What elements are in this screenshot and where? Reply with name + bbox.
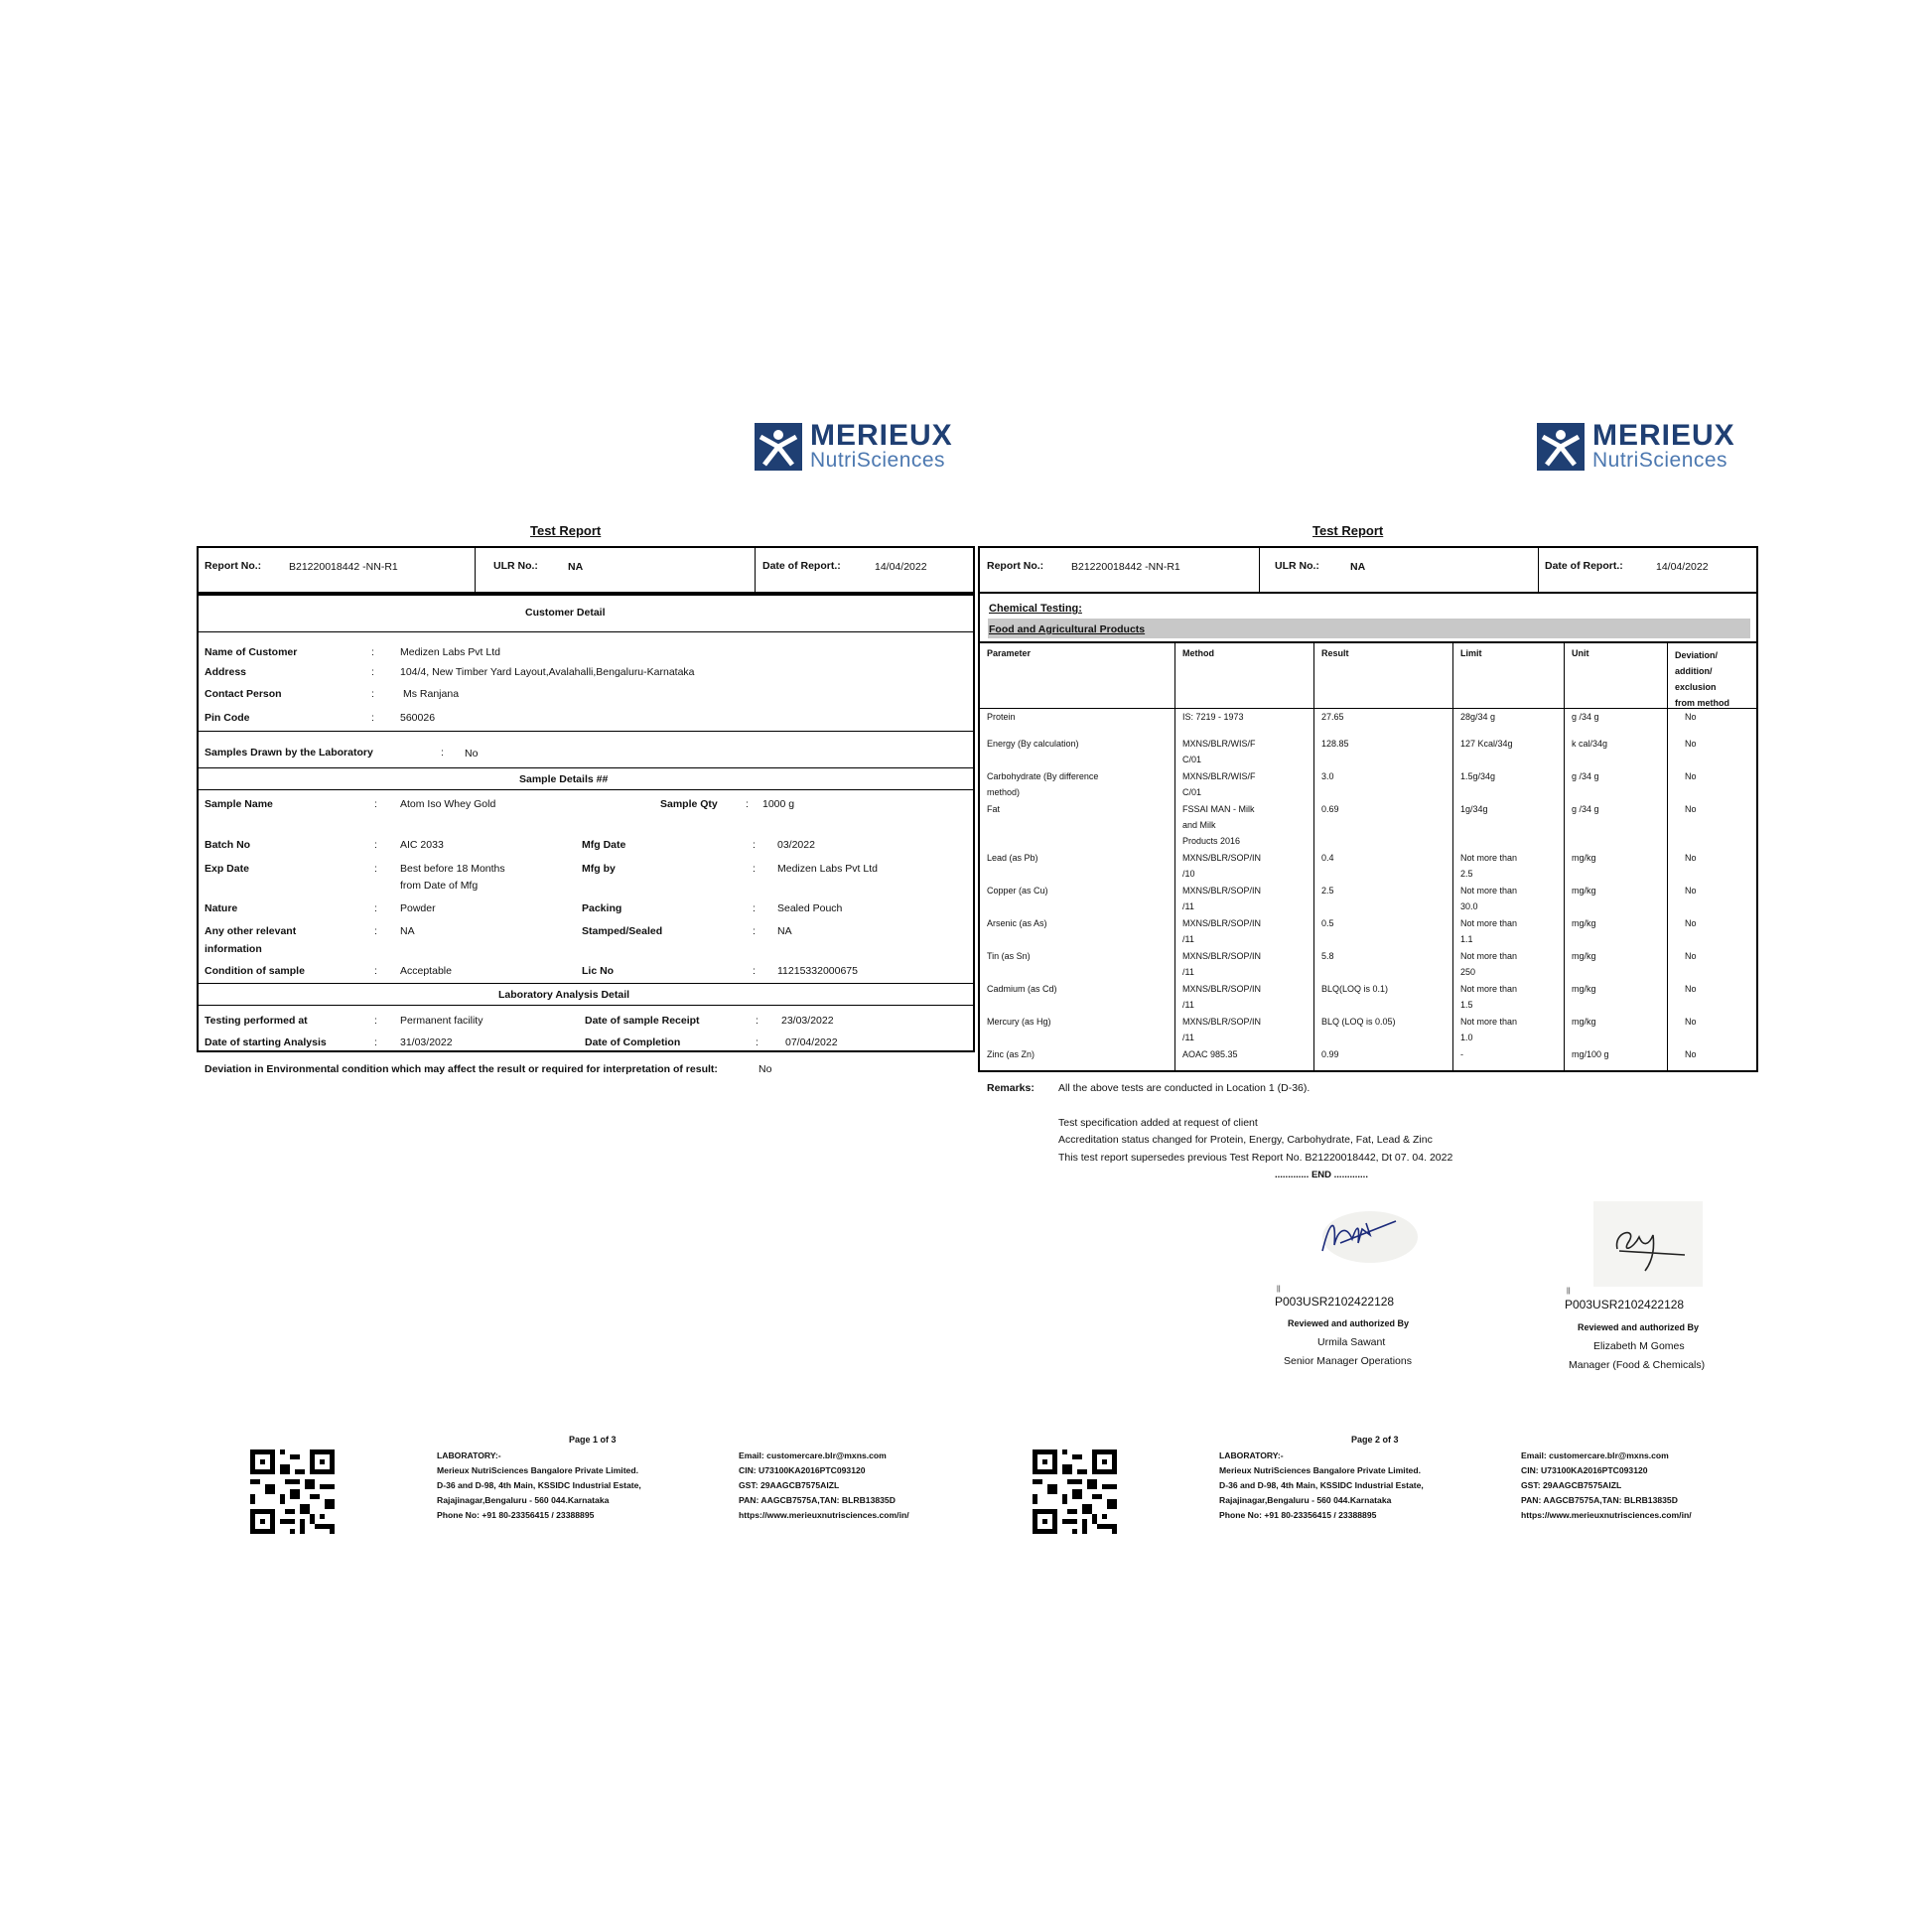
cell-method: and Milk <box>1182 820 1216 830</box>
cell-method: MXNS/BLR/SOP/IN <box>1182 951 1262 961</box>
sample-details-title: Sample Details ## <box>519 773 609 785</box>
stamped: NA <box>777 925 792 937</box>
cell-result: 0.4 <box>1321 853 1334 863</box>
remark-line: All the above tests are conducted in Location 1 (D-36). <box>1058 1082 1311 1094</box>
signature-urmila-icon <box>1301 1199 1420 1269</box>
colon: : <box>374 839 377 851</box>
signer-role: Senior Manager Operations <box>1284 1355 1412 1367</box>
cell-unit: g /34 g <box>1572 804 1599 814</box>
deviation-label: Deviation in Environmental condition which may affect the result or required for interpretation of result: <box>205 1063 718 1075</box>
cell-method: C/01 <box>1182 787 1202 797</box>
colon: : <box>441 747 444 759</box>
cell-dev: No <box>1685 918 1697 928</box>
mfg-date: 03/2022 <box>777 839 815 851</box>
testing-label: Testing performed at <box>205 1015 308 1027</box>
exp-date-label: Exp Date <box>205 863 249 875</box>
cell-limit: 250 <box>1460 967 1476 977</box>
cell-method: MXNS/BLR/SOP/IN <box>1182 886 1262 896</box>
colon: : <box>374 863 377 875</box>
cell-unit: mg/kg <box>1572 984 1596 994</box>
cell-param: Mercury (as Hg) <box>987 1017 1051 1027</box>
qr-code-icon <box>1033 1449 1117 1534</box>
signer-name: Urmila Sawant <box>1317 1336 1386 1348</box>
colon: : <box>753 839 756 851</box>
cell-limit: 28g/34 g <box>1460 712 1496 722</box>
samples-drawn-label: Samples Drawn by the Laboratory <box>205 747 373 759</box>
brand-name: MERIEUX <box>810 419 953 452</box>
other-info-label: Any other relevant <box>205 925 297 937</box>
results-table <box>978 641 1758 1072</box>
start-date: 31/03/2022 <box>400 1036 453 1048</box>
samples-drawn-value: No <box>465 748 479 759</box>
cell-unit: g /34 g <box>1572 771 1599 781</box>
completion-date: 07/04/2022 <box>785 1036 838 1048</box>
colon: : <box>374 1015 377 1027</box>
colon: : <box>753 965 756 977</box>
cell-method: Products 2016 <box>1182 836 1241 846</box>
cell-param: Energy (By calculation) <box>987 739 1079 749</box>
start-label: Date of starting Analysis <box>205 1036 327 1048</box>
cell-limit: Not more than <box>1460 918 1518 928</box>
chem-testing-title: Chemical Testing: <box>989 603 1082 615</box>
cell-result: 128.85 <box>1321 739 1349 749</box>
deviation-value: No <box>759 1063 772 1075</box>
date-label: Date of Report.: <box>1545 560 1623 572</box>
cell-limit: 1.0 <box>1460 1033 1473 1042</box>
sample-qty-label: Sample Qty <box>660 798 718 810</box>
brand-sub: NutriSciences <box>810 449 946 472</box>
colon: : <box>753 902 756 914</box>
cell-result: 3.0 <box>1321 771 1334 781</box>
signer-role: Manager (Food & Chemicals) <box>1569 1359 1706 1371</box>
colon: : <box>374 925 377 937</box>
cell-method: MXNS/BLR/WIS/F <box>1182 739 1256 749</box>
ulr-value: NA <box>568 561 584 573</box>
cell-method: /11 <box>1182 967 1194 977</box>
lab-analysis-title: Laboratory Analysis Detail <box>498 989 630 1001</box>
page-number: Page 2 of 3 <box>1351 1435 1399 1445</box>
cell-method: MXNS/BLR/SOP/IN <box>1182 984 1262 994</box>
cell-result: 0.5 <box>1321 918 1334 928</box>
mfg-by-label: Mfg by <box>582 863 616 875</box>
footer-lab-info: LABORATORY:- Merieux NutriSciences Bangalore Private Limited. D-36 and D-98, 4th Main, KSSIDC Industrial Estate, Rajajinagar,Bengaluru - 560 044.Karnataka Phone No: +91 80-23356415 / 23388895 <box>437 1450 641 1520</box>
condition-label: Condition of sample <box>205 965 305 977</box>
cell-result: 0.99 <box>1321 1049 1339 1059</box>
exp-date-line2: from Date of Mfg <box>400 880 479 892</box>
customer-address: 104/4, New Timber Yard Layout,Avalahalli,Bengaluru-Karnataka <box>400 666 695 678</box>
remarks-label: Remarks: <box>987 1082 1035 1094</box>
signer-code: P003USR2102422128 <box>1565 1298 1685 1311</box>
remark-line: This test report supersedes previous Test Report No. B21220018442, Dt 07. 04. 2022 <box>1058 1152 1453 1164</box>
cell-param: Cadmium (as Cd) <box>987 984 1057 994</box>
cell-method: MXNS/BLR/SOP/IN <box>1182 1017 1262 1027</box>
colon: : <box>374 1036 377 1048</box>
cell-dev: No <box>1685 804 1697 814</box>
cell-method: /11 <box>1182 934 1194 944</box>
cell-method: C/01 <box>1182 755 1202 764</box>
page-number: Page 1 of 3 <box>569 1435 617 1445</box>
page2-title: Test Report <box>1312 523 1384 538</box>
cell-unit: mg/kg <box>1572 951 1596 961</box>
cell-unit: mg/100 g <box>1572 1049 1609 1059</box>
customer-label: Contact Person <box>205 688 282 700</box>
cell-unit: g /34 g <box>1572 712 1599 722</box>
cell-dev: No <box>1685 984 1697 994</box>
brand-mark-icon <box>1537 423 1585 471</box>
completion-label: Date of Completion <box>585 1036 681 1048</box>
col-limit: Limit <box>1460 648 1482 658</box>
signer-name: Elizabeth M Gomes <box>1593 1340 1685 1352</box>
category-label: Food and Agricultural Products <box>989 623 1146 635</box>
testing-place: Permanent facility <box>400 1015 483 1027</box>
cell-limit: 1.5g/34g <box>1460 771 1496 781</box>
cell-limit: 1g/34g <box>1460 804 1488 814</box>
cell-method: MXNS/BLR/SOP/IN <box>1182 853 1262 863</box>
customer-pin: 560026 <box>400 712 436 724</box>
nature: Powder <box>400 902 436 914</box>
cell-limit: 1.5 <box>1460 1000 1473 1010</box>
stamped-label: Stamped/Sealed <box>582 925 663 937</box>
cell-dev: No <box>1685 853 1697 863</box>
colon: : <box>753 863 756 875</box>
ulr-label: ULR No.: <box>493 560 538 572</box>
cell-limit: 1.1 <box>1460 934 1473 944</box>
customer-label: Pin Code <box>205 712 250 724</box>
customer-detail-title: Customer Detail <box>525 607 606 619</box>
colon: : <box>374 798 377 810</box>
cell-param: Tin (as Sn) <box>987 951 1031 961</box>
cell-param: Arsenic (as As) <box>987 918 1047 928</box>
cell-result: 27.65 <box>1321 712 1344 722</box>
colon: : <box>746 798 749 810</box>
colon: : <box>756 1015 759 1027</box>
cell-limit: Not more than <box>1460 853 1518 863</box>
signer-reviewed: Reviewed and authorized By <box>1578 1322 1700 1332</box>
mfg-by: Medizen Labs Pvt Ltd <box>777 863 878 875</box>
cell-dev: No <box>1685 1017 1697 1027</box>
cell-method: IS: 7219 - 1973 <box>1182 712 1244 722</box>
cell-unit: k cal/34g <box>1572 739 1608 749</box>
cell-param: method) <box>987 787 1021 797</box>
batch-label: Batch No <box>205 839 251 851</box>
cell-param: Copper (as Cu) <box>987 886 1048 896</box>
receipt-label: Date of sample Receipt <box>585 1015 700 1027</box>
cell-dev: No <box>1685 712 1697 722</box>
cell-param: Fat <box>987 804 1001 814</box>
col-unit: Unit <box>1572 648 1589 658</box>
cell-limit: 127 Kcal/34g <box>1460 739 1513 749</box>
col-deviation: Deviation/ addition/ exclusion from method <box>1675 650 1729 708</box>
cell-unit: mg/kg <box>1572 853 1596 863</box>
cell-method: /11 <box>1182 1000 1194 1010</box>
cell-param: Protein <box>987 712 1016 722</box>
batch-no: AIC 2033 <box>400 839 444 851</box>
signer-code: P003USR2102422128 <box>1275 1295 1395 1309</box>
signature-elizabeth-icon <box>1593 1201 1703 1287</box>
cell-limit: Not more than <box>1460 886 1518 896</box>
lic-no: 11215332000675 <box>777 965 858 977</box>
cell-method: /11 <box>1182 901 1194 911</box>
col-parameter: Parameter <box>987 648 1032 658</box>
colon: : <box>371 688 374 700</box>
cell-param: Carbohydrate (By difference <box>987 771 1099 781</box>
col-method: Method <box>1182 648 1214 658</box>
condition: Acceptable <box>400 965 452 977</box>
cell-limit: - <box>1460 1049 1463 1059</box>
brand-mark-icon <box>755 423 802 471</box>
report-no: B21220018442 -NN-R1 <box>289 561 398 573</box>
cell-limit: Not more than <box>1460 984 1518 994</box>
brand-logo-page2 <box>1537 421 1765 473</box>
customer-contact: Ms Ranjana <box>403 688 460 700</box>
lic-label: Lic No <box>582 965 615 977</box>
cell-result: 0.69 <box>1321 804 1339 814</box>
cell-param: Lead (as Pb) <box>987 853 1038 863</box>
remark-line: Test specification added at request of client <box>1058 1117 1258 1129</box>
cell-result: 2.5 <box>1321 886 1334 896</box>
packing: Sealed Pouch <box>777 902 843 914</box>
end-marker: ............. END ............. <box>1275 1170 1368 1180</box>
ulr-value: NA <box>1350 561 1366 573</box>
signer-reviewed: Reviewed and authorized By <box>1288 1318 1410 1328</box>
colon: : <box>756 1036 759 1048</box>
colon: : <box>371 712 374 724</box>
colon: : <box>374 965 377 977</box>
cell-dev: No <box>1685 886 1697 896</box>
date-label: Date of Report.: <box>762 560 841 572</box>
colon: : <box>371 666 374 678</box>
cell-method: AOAC 985.35 <box>1182 1049 1238 1059</box>
qr-code-icon <box>250 1449 335 1534</box>
cell-result: 5.8 <box>1321 951 1334 961</box>
cell-dev: No <box>1685 951 1697 961</box>
cell-unit: mg/kg <box>1572 886 1596 896</box>
sample-qty: 1000 g <box>762 798 795 810</box>
remark-line: Accreditation status changed for Protein, Energy, Carbohydrate, Fat, Lead & Zinc <box>1058 1134 1433 1146</box>
report-no: B21220018442 -NN-R1 <box>1071 561 1180 573</box>
footer-contact-info: Email: customercare.blr@mxns.com CIN: U73100KA2016PTC093120 GST: 29AAGCB7575AIZL PAN: AAGCB7575A,TAN: BLRB13835D https://www.merieuxnutrisciences.com/in/ <box>739 1450 909 1520</box>
cell-method: FSSAI MAN - Milk <box>1182 804 1255 814</box>
packing-label: Packing <box>582 902 622 914</box>
brand-sub: NutriSciences <box>1592 449 1728 472</box>
footer-lab-info: LABORATORY:- Merieux NutriSciences Bangalore Private Limited. D-36 and D-98, 4th Main, KSSIDC Industrial Estate, Rajajinagar,Bengaluru - 560 044.Karnataka Phone No: +91 80-23356415 / 23388895 <box>1219 1450 1424 1520</box>
cell-dev: No <box>1685 771 1697 781</box>
cell-method: MXNS/BLR/SOP/IN <box>1182 918 1262 928</box>
cell-limit: 30.0 <box>1460 901 1478 911</box>
colon: : <box>374 902 377 914</box>
other-info-label2: information <box>205 943 262 955</box>
customer-label: Address <box>205 666 247 678</box>
receipt-date: 23/03/2022 <box>781 1015 834 1027</box>
report-date: 14/04/2022 <box>1656 561 1709 573</box>
exp-date-line1: Best before 18 Months <box>400 863 505 875</box>
cell-method: /11 <box>1182 1033 1194 1042</box>
cell-method: MXNS/BLR/WIS/F <box>1182 771 1256 781</box>
cell-limit: Not more than <box>1460 951 1518 961</box>
sample-name: Atom Iso Whey Gold <box>400 798 496 810</box>
sample-name-label: Sample Name <box>205 798 273 810</box>
other-info: NA <box>400 925 415 937</box>
cell-dev: No <box>1685 739 1697 749</box>
cell-limit: 2.5 <box>1460 869 1473 879</box>
page1-title: Test Report <box>530 523 602 538</box>
customer-name: Medizen Labs Pvt Ltd <box>400 646 500 658</box>
cell-unit: mg/kg <box>1572 1017 1596 1027</box>
report-no-label: Report No.: <box>205 560 262 572</box>
cell-result: BLQ(LOQ is 0.1) <box>1321 984 1389 994</box>
customer-label: Name of Customer <box>205 646 298 658</box>
colon: : <box>753 925 756 937</box>
colon: : <box>371 646 374 658</box>
cell-unit: mg/kg <box>1572 918 1596 928</box>
brand-logo-page1 <box>755 421 983 473</box>
cell-result: BLQ (LOQ is 0.05) <box>1321 1017 1396 1027</box>
report-no-label: Report No.: <box>987 560 1044 572</box>
cell-limit: Not more than <box>1460 1017 1518 1027</box>
cell-param: Zinc (as Zn) <box>987 1049 1035 1059</box>
cell-method: /10 <box>1182 869 1195 879</box>
cell-dev: No <box>1685 1049 1697 1059</box>
brand-name: MERIEUX <box>1592 419 1735 452</box>
footer-contact-info: Email: customercare.blr@mxns.com CIN: U73100KA2016PTC093120 GST: 29AAGCB7575AIZL PAN: AAGCB7575A,TAN: BLRB13835D https://www.merieuxnutrisciences.com/in/ <box>1521 1450 1692 1520</box>
report-date: 14/04/2022 <box>875 561 927 573</box>
nature-label: Nature <box>205 902 238 914</box>
col-result: Result <box>1321 648 1349 658</box>
ulr-label: ULR No.: <box>1275 560 1319 572</box>
mfg-date-label: Mfg Date <box>582 839 626 851</box>
